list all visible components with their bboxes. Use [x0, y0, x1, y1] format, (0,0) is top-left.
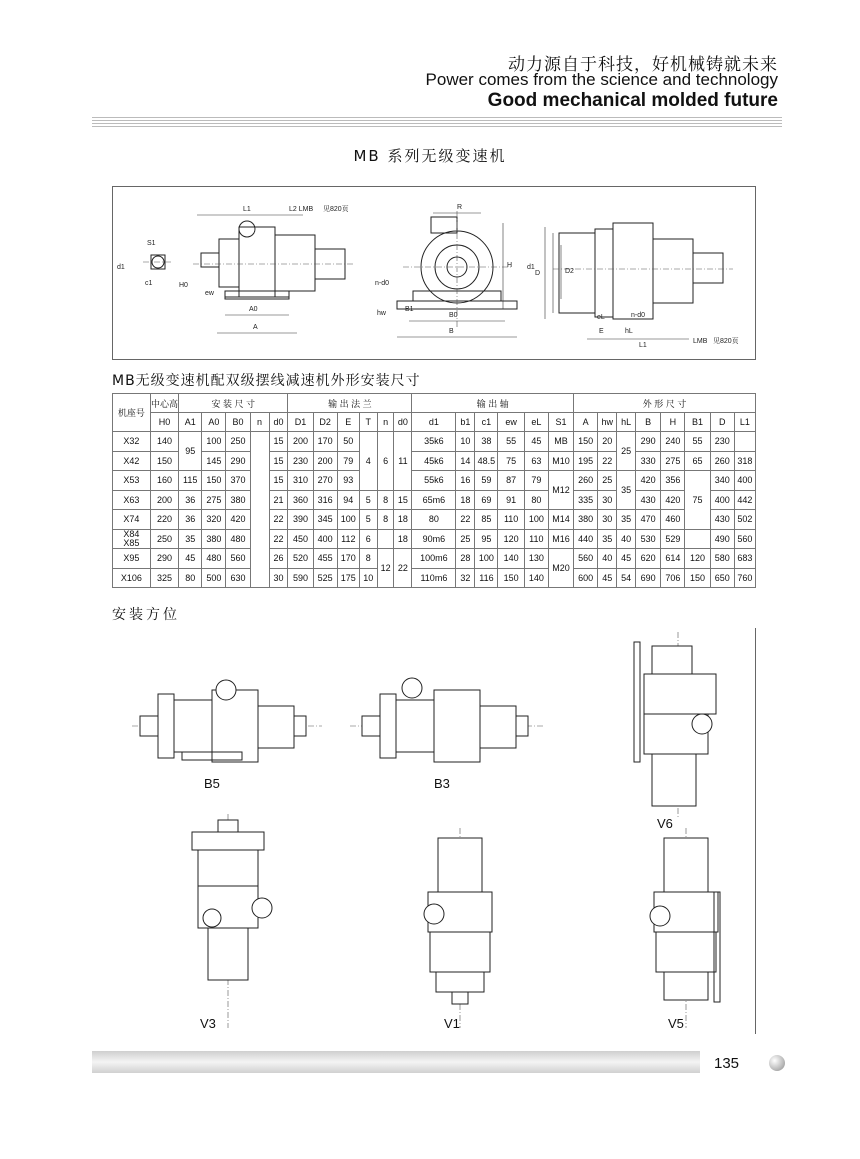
table-cell: 22	[456, 510, 475, 530]
drawing-label: hL	[625, 328, 633, 335]
table-cell: 650	[710, 568, 734, 588]
table-cell: M10	[548, 451, 573, 471]
table-cell: X84 X85	[113, 529, 151, 549]
table-cell: 8	[377, 490, 394, 510]
table-cell: M20	[548, 549, 573, 588]
table-cell: 440	[574, 529, 598, 549]
table-cell: M14	[548, 510, 573, 530]
table-cell: 502	[734, 510, 755, 530]
table-row	[113, 510, 756, 530]
column-header: T	[359, 413, 377, 432]
drawing-label: A0	[249, 306, 258, 313]
side-view	[179, 204, 353, 333]
column-header: d0	[269, 413, 288, 432]
page-bullet-icon	[769, 1055, 785, 1071]
table-cell: 15	[269, 432, 288, 452]
drawing-label: L1	[243, 206, 251, 213]
th-center-height: 中心高	[150, 394, 178, 413]
table-cell: 270	[313, 471, 337, 491]
table-cell: 160	[150, 471, 178, 491]
table-cell: 200	[150, 490, 178, 510]
th-shaft: 输 出 轴	[412, 394, 574, 413]
mount-label-b5: B5	[204, 776, 220, 791]
table-cell: 520	[288, 549, 313, 569]
table-cell: 275	[661, 451, 685, 471]
table-cell: 75	[685, 471, 710, 530]
table-cell	[685, 529, 710, 549]
drawing-label: R	[457, 204, 463, 211]
table-cell: 115	[179, 471, 202, 491]
table-cell: 325	[150, 568, 178, 588]
column-header: H	[661, 413, 685, 432]
table-cell: 150	[150, 451, 178, 471]
table-cell: 250	[226, 432, 250, 452]
section-title: MB 系列无级变速机	[353, 147, 507, 165]
drawing-label: c1	[145, 280, 153, 287]
table-cell: 170	[337, 549, 359, 569]
table-cell: 45k6	[412, 451, 456, 471]
table-cell: 330	[636, 451, 661, 471]
table-cell: 490	[710, 529, 734, 549]
table-cell	[734, 432, 755, 452]
table-cell: 28	[456, 549, 475, 569]
column-header: eL	[524, 413, 548, 432]
table-cell: 100	[524, 510, 548, 530]
table-row	[113, 549, 756, 569]
table-cell	[377, 529, 394, 549]
drawing-label: D	[535, 270, 541, 277]
th-outline: 外 形 尺 寸	[574, 394, 756, 413]
drawing-label: E	[599, 328, 604, 335]
table-cell: 95	[179, 432, 202, 471]
table-row	[113, 568, 756, 588]
table-cell: 79	[337, 451, 359, 471]
table-cell: 356	[661, 471, 685, 491]
table-cell: 110	[524, 529, 548, 549]
drawing-label: H0	[179, 282, 188, 289]
th-install: 安 装 尺 寸	[179, 394, 288, 413]
table-cell: 480	[226, 529, 250, 549]
table-cell: 15	[394, 490, 412, 510]
table-cell: 50	[337, 432, 359, 452]
table-cell: 12	[377, 549, 394, 588]
drawing-label: L1	[639, 342, 647, 349]
table-cell: 620	[636, 549, 661, 569]
column-header: A1	[179, 413, 202, 432]
drawing-label: d1	[527, 264, 535, 271]
table-cell: 560	[574, 549, 598, 569]
table-cell: 40	[617, 529, 636, 549]
table-cell: X53	[113, 471, 151, 491]
table-cell: 38	[475, 432, 498, 452]
drawing-label: B	[449, 328, 454, 335]
flange-view	[527, 223, 739, 349]
column-header: B1	[685, 413, 710, 432]
table-cell: 22	[394, 549, 412, 588]
table-cell: 30	[269, 568, 288, 588]
table-cell: 18	[394, 510, 412, 530]
mount-label-v1: V1	[444, 1016, 460, 1031]
column-header: d1	[412, 413, 456, 432]
mount-v6-drawing	[634, 632, 716, 818]
table-cell: 400	[710, 490, 734, 510]
table-cell: 145	[202, 451, 226, 471]
table-cell: 35	[179, 529, 202, 549]
table-cell: 345	[313, 510, 337, 530]
table-cell: 430	[636, 490, 661, 510]
table-cell: 530	[636, 529, 661, 549]
table-cell: 525	[313, 568, 337, 588]
table-cell: 6	[377, 432, 394, 491]
table-cell: 21	[269, 490, 288, 510]
table-cell: 140	[524, 568, 548, 588]
table-cell: X32	[113, 432, 151, 452]
column-header: B	[636, 413, 661, 432]
table-cell: 480	[202, 549, 226, 569]
mount-label-v3: V3	[200, 1016, 216, 1031]
column-header: L1	[734, 413, 755, 432]
table-row	[113, 451, 756, 471]
table-row	[113, 529, 756, 549]
front-view	[375, 204, 517, 337]
table-cell: 170	[313, 432, 337, 452]
table-cell: 600	[574, 568, 598, 588]
column-header: H0	[150, 413, 178, 432]
table-cell: 4	[359, 432, 377, 491]
table-cell: 290	[226, 451, 250, 471]
table-cell: 20	[598, 432, 617, 452]
drawing-label: B0	[449, 312, 458, 319]
table-cell: 590	[288, 568, 313, 588]
column-header: D1	[288, 413, 313, 432]
mounting-positions	[112, 628, 756, 1034]
table-cell: 8	[359, 549, 377, 569]
column-header: E	[337, 413, 359, 432]
table-cell: 80	[524, 490, 548, 510]
table-cell: 290	[636, 432, 661, 452]
table-cell: 30	[598, 490, 617, 510]
table-cell: 55	[685, 432, 710, 452]
column-header: D	[710, 413, 734, 432]
drawing-label: A	[253, 324, 258, 331]
table-cell: 45	[524, 432, 548, 452]
column-header: A	[574, 413, 598, 432]
table-cell: 140	[498, 549, 524, 569]
table-cell: 150	[202, 471, 226, 491]
table-cell: 80	[179, 568, 202, 588]
table-cell: 112	[337, 529, 359, 549]
table-cell: 100	[337, 510, 359, 530]
dimension-drawing	[112, 186, 756, 360]
table-cell: 390	[288, 510, 313, 530]
table-cell: M16	[548, 529, 573, 549]
table-cell: 380	[226, 490, 250, 510]
table-cell: 69	[475, 490, 498, 510]
table-cell: 36	[179, 490, 202, 510]
table-cell: 140	[150, 432, 178, 452]
column-header: B0	[226, 413, 250, 432]
column-header: n	[250, 413, 269, 432]
dimension-table	[112, 393, 756, 588]
table-cell: 460	[661, 510, 685, 530]
table-cell: 35	[617, 510, 636, 530]
table-cell: 25	[456, 529, 475, 549]
table-cell: M12	[548, 471, 573, 510]
table-cell: 63	[524, 451, 548, 471]
table-cell: 75	[498, 451, 524, 471]
table-cell: 55	[498, 432, 524, 452]
table-cell: 240	[661, 432, 685, 452]
table-cell: 400	[313, 529, 337, 549]
table-cell: 95	[475, 529, 498, 549]
shaft-end-view	[117, 240, 173, 287]
drawing-label: 见820页	[713, 338, 739, 345]
column-header: b1	[456, 413, 475, 432]
table-cell: 120	[498, 529, 524, 549]
table-cell: 760	[734, 568, 755, 588]
table-cell: 690	[636, 568, 661, 588]
table-row	[113, 432, 756, 452]
mount-b3-drawing	[350, 678, 544, 762]
table-cell: 260	[710, 451, 734, 471]
column-header: D2	[313, 413, 337, 432]
table-cell: 380	[574, 510, 598, 530]
table-cell: 420	[636, 471, 661, 491]
table-cell: 316	[313, 490, 337, 510]
table-cell: 110	[498, 510, 524, 530]
column-header: S1	[548, 413, 573, 432]
footer-bar	[92, 1051, 700, 1073]
column-header: hw	[598, 413, 617, 432]
column-header: A0	[202, 413, 226, 432]
table-cell: 116	[475, 568, 498, 588]
table-cell: X42	[113, 451, 151, 471]
table-cell: 614	[661, 549, 685, 569]
table-cell: 100	[202, 432, 226, 452]
table-cell: 683	[734, 549, 755, 569]
table-cell: 79	[524, 471, 548, 491]
table-cell: 130	[524, 549, 548, 569]
table-cell: 420	[226, 510, 250, 530]
mounting-title: 安装方位	[112, 607, 180, 623]
drawing-label: hw	[377, 310, 386, 317]
header-slogan-cn: 动力源自于科技，好机械铸就未来	[508, 55, 778, 75]
drawing-label: d1	[117, 264, 125, 271]
table-cell: 360	[288, 490, 313, 510]
table-cell	[250, 432, 269, 588]
table-cell: 250	[150, 529, 178, 549]
table-cell: 40	[598, 549, 617, 569]
table-cell: 630	[226, 568, 250, 588]
table-cell: 110m6	[412, 568, 456, 588]
table-cell: X106	[113, 568, 151, 588]
table-cell: 35	[598, 529, 617, 549]
table-cell: 15	[269, 451, 288, 471]
table-cell: 420	[661, 490, 685, 510]
column-header: n	[377, 413, 394, 432]
table-cell: 370	[226, 471, 250, 491]
table-cell: 22	[598, 451, 617, 471]
drawing-label: LMB	[693, 338, 708, 345]
table-cell: 100	[475, 549, 498, 569]
column-header-row	[113, 413, 756, 432]
table-cell: 35k6	[412, 432, 456, 452]
header-tagline: Good mechanical molded future	[487, 90, 778, 111]
table-cell: 55k6	[412, 471, 456, 491]
table-cell: X63	[113, 490, 151, 510]
drawing-label: B1	[405, 306, 414, 313]
drawing-label: ew	[205, 290, 214, 297]
table-cell: 100m6	[412, 549, 456, 569]
table-cell: X95	[113, 549, 151, 569]
table-cell: 45	[598, 568, 617, 588]
table-cell: 200	[288, 432, 313, 452]
table-cell: 230	[710, 432, 734, 452]
drawing-label: n-d0	[631, 312, 646, 319]
table-cell: 35	[617, 471, 636, 510]
drawing-label: D2	[565, 268, 574, 275]
table-cell: 85	[475, 510, 498, 530]
mount-label-v6: V6	[657, 816, 673, 831]
table-cell: 400	[734, 471, 755, 491]
table-cell: 195	[574, 451, 598, 471]
table-cell: 560	[734, 529, 755, 549]
table-cell: 450	[288, 529, 313, 549]
table-cell: MB	[548, 432, 573, 452]
table-cell: 30	[598, 510, 617, 530]
table-cell: 93	[337, 471, 359, 491]
table-cell: 16	[456, 471, 475, 491]
mount-label-v5: V5	[668, 1016, 684, 1031]
table-cell: 310	[288, 471, 313, 491]
table-cell: 430	[710, 510, 734, 530]
table-cell: 335	[574, 490, 598, 510]
table-cell: 18	[394, 529, 412, 549]
table-cell: 150	[498, 568, 524, 588]
table-cell: 220	[150, 510, 178, 530]
drawing-label: L2 LMB	[289, 206, 314, 213]
table-cell: 318	[734, 451, 755, 471]
th-model: 机座号	[113, 394, 151, 432]
table-cell: 442	[734, 490, 755, 510]
mount-label-b3: B3	[434, 776, 450, 791]
drawing-label: n-d0	[375, 280, 390, 287]
table-cell: 470	[636, 510, 661, 530]
table-cell: 500	[202, 568, 226, 588]
table-cell: 65m6	[412, 490, 456, 510]
table-cell: 5	[359, 490, 377, 510]
table-cell: 150	[574, 432, 598, 452]
table-cell: 25	[617, 432, 636, 471]
table-cell: 94	[337, 490, 359, 510]
table-row	[113, 490, 756, 510]
mount-b5-drawing	[132, 680, 322, 762]
table-cell: 11	[394, 432, 412, 491]
table-cell: 90m6	[412, 529, 456, 549]
table-cell: 18	[456, 490, 475, 510]
table-cell: 5	[359, 510, 377, 530]
table-cell: 22	[269, 510, 288, 530]
drawing-label: H	[507, 262, 513, 269]
table-cell: 14	[456, 451, 475, 471]
table-cell: 45	[179, 549, 202, 569]
table-cell: 10	[359, 568, 377, 588]
table-cell: 120	[685, 549, 710, 569]
table-cell: 150	[685, 568, 710, 588]
table-cell: 320	[202, 510, 226, 530]
table-cell: 455	[313, 549, 337, 569]
drawing-label: S1	[147, 240, 156, 247]
mount-v3-drawing	[192, 814, 272, 1028]
table-cell: 59	[475, 471, 498, 491]
drawing-label: 见820页	[323, 206, 349, 213]
header-divider	[92, 117, 782, 129]
table-cell: 260	[574, 471, 598, 491]
table-cell: 45	[617, 549, 636, 569]
table-cell: 706	[661, 568, 685, 588]
column-header: hL	[617, 413, 636, 432]
table-cell: 80	[412, 510, 456, 530]
column-header: c1	[475, 413, 498, 432]
table-cell: 580	[710, 549, 734, 569]
table-cell: 6	[359, 529, 377, 549]
table-cell: 275	[202, 490, 226, 510]
table-cell: 22	[269, 529, 288, 549]
page-number: 135	[714, 1055, 740, 1072]
table-row	[113, 471, 756, 491]
table-cell: 560	[226, 549, 250, 569]
table-cell: 529	[661, 529, 685, 549]
table-cell: 380	[202, 529, 226, 549]
column-header: d0	[394, 413, 412, 432]
table-cell: 48.5	[475, 451, 498, 471]
table-cell: 10	[456, 432, 475, 452]
table-cell: 200	[313, 451, 337, 471]
table-cell: 290	[150, 549, 178, 569]
table-cell: 25	[598, 471, 617, 491]
drawing-label: eL	[597, 314, 605, 321]
table-cell: 230	[288, 451, 313, 471]
table-cell: 54	[617, 568, 636, 588]
table-cell: 175	[337, 568, 359, 588]
th-flange: 输 出 法 兰	[288, 394, 412, 413]
table-cell: 15	[269, 471, 288, 491]
table-cell: 8	[377, 510, 394, 530]
table-title: MB无级变速机配双级摆线减速机外形安装尺寸	[112, 373, 421, 389]
column-header: ew	[498, 413, 524, 432]
mount-v1-drawing	[424, 828, 492, 1028]
table-cell: 87	[498, 471, 524, 491]
table-cell: 65	[685, 451, 710, 471]
header-slogan-en: Power comes from the science and technology	[425, 70, 778, 89]
mount-v5-drawing	[650, 828, 720, 1028]
table-cell: 340	[710, 471, 734, 491]
table-cell: 32	[456, 568, 475, 588]
table-cell: X74	[113, 510, 151, 530]
table-cell: 91	[498, 490, 524, 510]
table-cell: 36	[179, 510, 202, 530]
table-cell: 26	[269, 549, 288, 569]
